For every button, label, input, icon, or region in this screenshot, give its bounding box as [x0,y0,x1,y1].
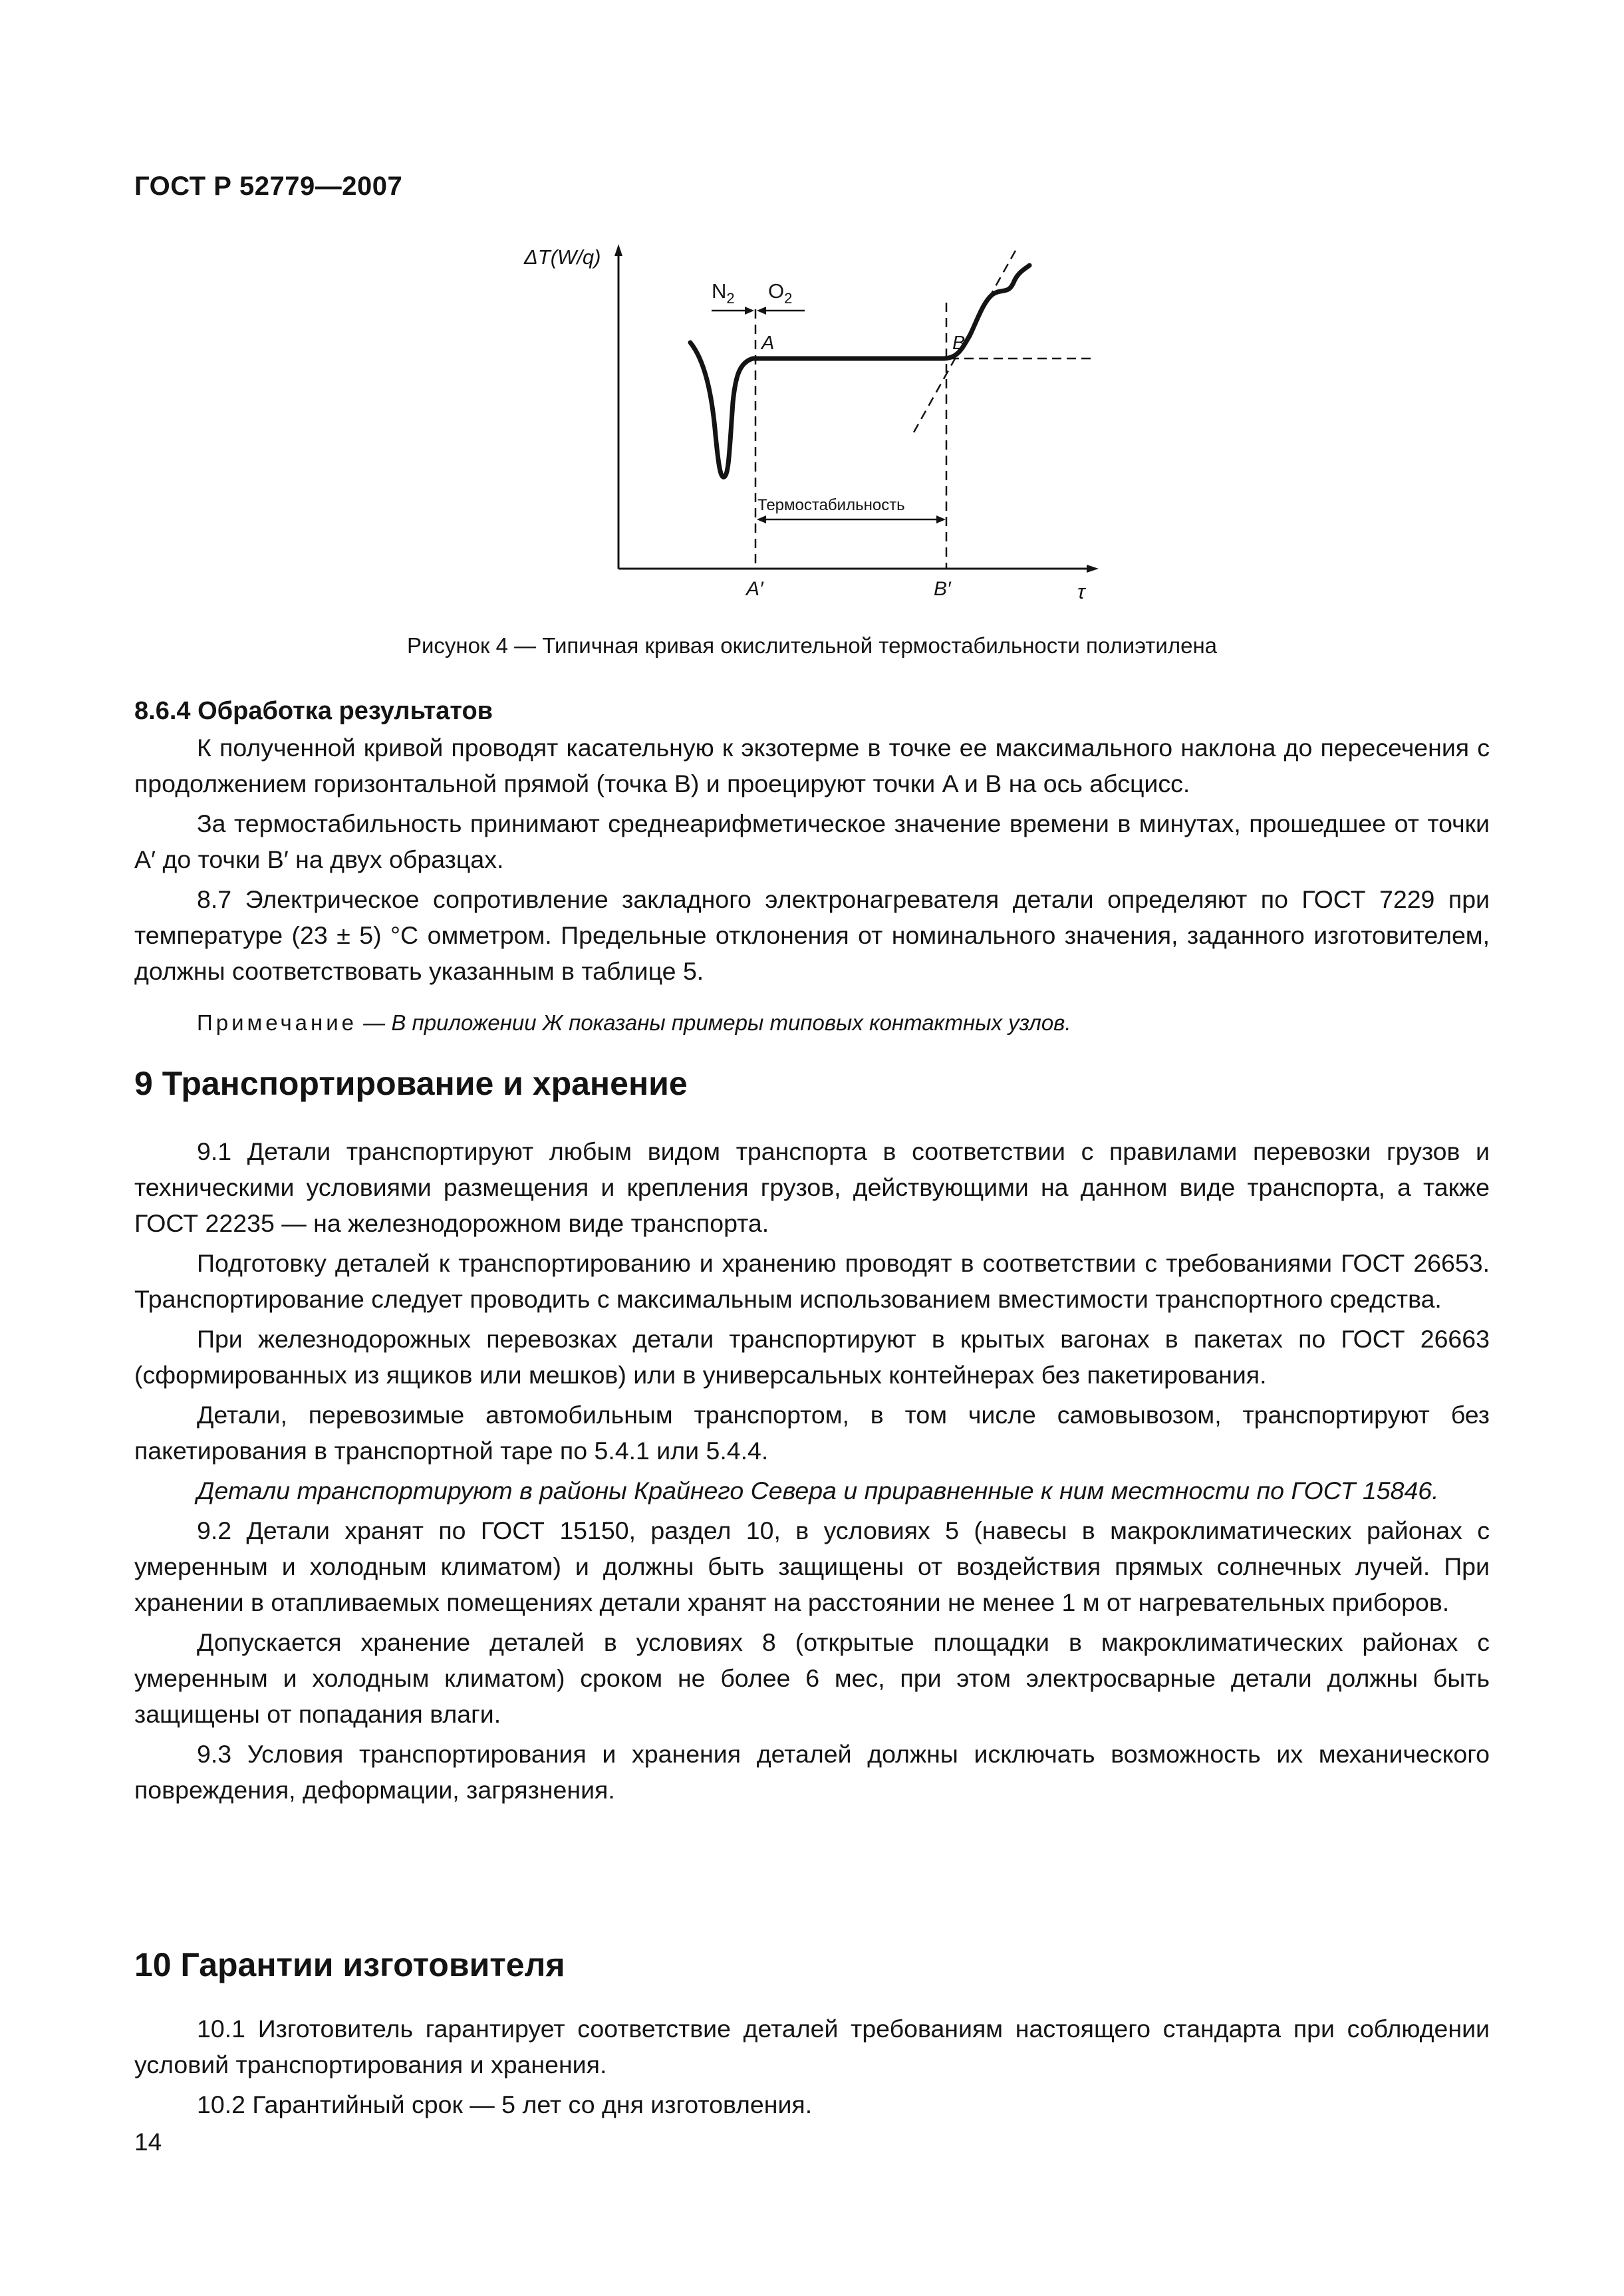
point-a-prime-label: A′ [746,578,763,600]
paragraph: За термостабильность принимают среднеарифметическое значение времени в минутах, прошедшее от точки A′ до точки B′ на двух образцах. [134,809,1490,873]
paragraph: Подготовку деталей к транспортированию и хранению проводят в соответствии с требованиями ГОСТ 26653. Транспортирование следует проводить с максимальным использованием вместимости транспортного средства. [134,1249,1490,1313]
note-text: — В приложении Ж показаны примеры типовых контактных узлов. [357,1010,1071,1035]
section-heading: 9 Транспортирование и хранение [134,1065,688,1102]
paragraph: 10.2 Гарантийный срок — 5 лет со дня изготовления. [197,2090,813,2118]
document-header: ГОСТ Р 52779—2007 [134,172,403,201]
point-b-label: B [952,333,966,354]
section-heading: 10 Гарантии изготовителя [134,1946,565,1983]
x-axis-label: τ [1077,580,1085,603]
paragraph: Допускается хранение деталей в условиях 8 (открытые площадки в макроклиматических районах с умеренным и холодным климатом) сроком не более 6 мес, при этом электросварные детали должны быть защищены от попадания влаги. [134,1628,1490,1728]
oxidation-curve [690,265,1029,477]
y-axis-arrow [614,244,622,256]
section-9 [134,1064,1490,1808]
y-axis-label: ΔT(W/q) [524,245,601,269]
thermostability-figure [492,236,1117,622]
gas-o2-label: $O_2$ [768,279,793,307]
paragraph: При железнодорожных перевозках детали транспортируют в крытых вагонах в пакетах по ГОСТ 26663 (сформированных из ящиков или мешков) или в универсальных контейнерах без пакетирования. [134,1325,1490,1389]
n2-arrow-head [745,307,754,315]
o2-arrow-head [757,307,766,315]
paragraph: Детали транспортируют в районы Крайнего Севера и приравненные к ним местности по ГОСТ 15846. [197,1477,1439,1505]
gas-n2-label: $N_2$ [712,279,735,307]
note [134,1006,1490,1040]
interval-label: Термостабильность [757,496,905,514]
section-10 [134,1945,1490,2122]
section-8-6-4 [134,697,1490,1040]
paragraph: 9.2 Детали хранят по ГОСТ 15150, раздел 10, в условиях 5 (навесы в макроклиматических районах с умеренным и холодным климатом) и должны быть защищены от воздействия прямых солнечных лучей. При хранении в отапливаемых помещениях детали хранят на расстоянии не менее 1 м от нагревательных приборов. [134,1516,1490,1616]
note-label: Примечание [197,1010,358,1035]
figure-caption: Рисунок 4 — Типичная кривая окислительной термостабильности полиэтилена [406,633,1218,658]
subsection-heading: 8.6.4 Обработка результатов [134,697,493,725]
paragraph: 8.7 Электрическое сопротивление закладного электронагревателя детали определяют по ГОСТ 7229 при температуре (23 ± 5) °С омметром. Предельные отклонения от номинального значения, заданного изготовителем, должны соответствовать указанным в таблице 5. [134,885,1490,985]
point-b-prime-label: B′ [934,578,951,600]
paragraph: К полученной кривой проводят касательную к экзотерме в точке ее максимального наклона до пересечения с продолжением горизонтальной прямой (точка B) и проецируют точки A и B на ось абсцисс. [134,734,1490,797]
paragraph: 10.1 Изготовитель гарантирует соответствие деталей требованиям настоящего стандарта при соблюдении условий транспортирования и хранения. [134,2015,1490,2079]
x-axis-arrow [1087,565,1099,573]
point-a-label: A [761,333,775,354]
page-number: 14 [134,2128,162,2156]
paragraph: Детали, перевозимые автомобильным транспортом, в том числе самовывозом, транспортируют без пакетирования в транспортной таре по 5.4.1 или 5.4.4. [134,1401,1490,1465]
paragraph: 9.1 Детали транспортируют любым видом транспорта в соответствии с правилами перевозки грузов и техническими условиями размещения и крепления грузов, действующими на данном виде транспорта, а также ГОСТ 22235 — на железнодорожном виде транспорта. [134,1137,1490,1237]
paragraph: 9.3 Условия транспортирования и хранения деталей должны исключать возможность их механического повреждения, деформации, загрязнения. [134,1740,1490,1804]
